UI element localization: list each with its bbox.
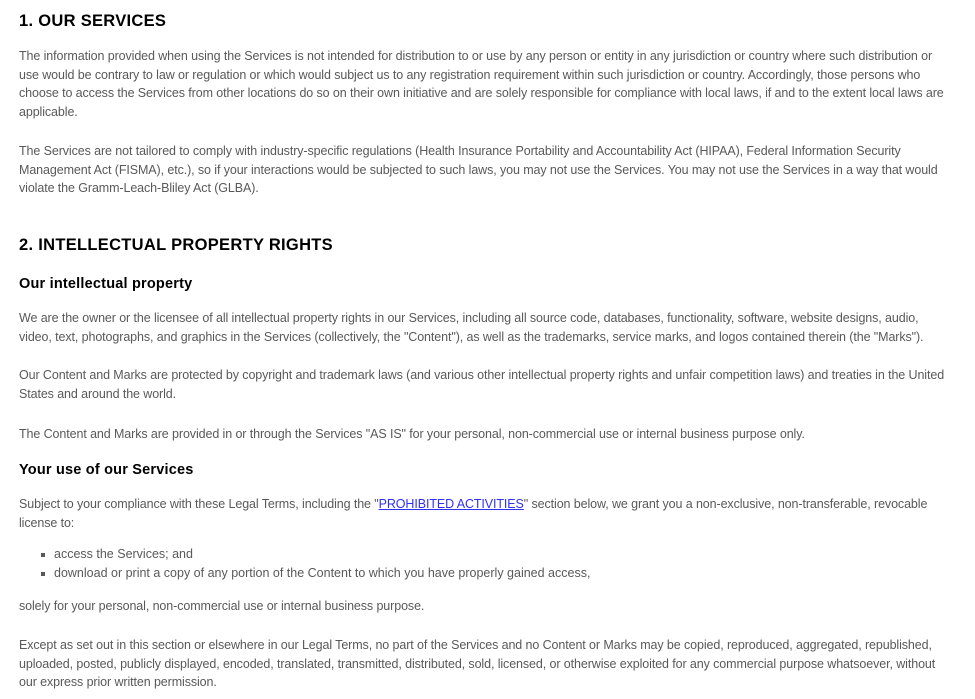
section-heading-our-services: 1. OUR SERVICES: [19, 12, 167, 30]
paragraph-distribution: The information provided when using the Services is not intended for distribution to or use by any person or entity in any jurisdiction or country where such distribution or use would be contrary to law or regulation or which would subject us to any registration requirement within such jurisdiction or country. Accordingly, those persons who choose to access the Services from other locations do so on their own initiative and are solely responsible for compliance with local laws, if and to the extent local laws are applicable.: [19, 49, 944, 119]
subheading-our-intellectual-property: Our intellectual property: [19, 276, 193, 292]
bullet-text: download or print a copy of any portion of the Content to which you have properly gained access,: [54, 565, 591, 580]
list-item: [19, 564, 945, 583]
license-intro-text-after: " section below, we grant you a non-exclusive, non-transferable, revocable license to:: [19, 497, 928, 530]
paragraph-protection: Our Content and Marks are protected by copyright and trademark laws (and various other intellectual property rights and unfair competition laws) and treaties in the United States and around the world.: [19, 368, 945, 401]
paragraph-ownership: We are the owner or the licensee of all intellectual property rights in our Services, including all source code, databases, functionality, software, website designs, audio, video, text, photographs, and graphics in the Services (collectively, the "Content"), as well as the trademarks, service marks, and logos contained therein (the "Marks").: [19, 311, 924, 344]
prohibited-activities-link[interactable]: PROHIBITED ACTIVITIES: [378, 497, 524, 511]
paragraph-license-intro: [19, 495, 945, 532]
list-item: [19, 545, 945, 564]
bullet-icon: [41, 572, 45, 576]
paragraph-regulations: The Services are not tailored to comply with industry-specific regulations (Health Insurance Portability and Accountability Act (HIPAA), Federal Information Security Management Act (FISMA), etc.), so if your interactions would be subjected to such laws, you may not use the Services. You may not use the Services in a way that would violate the Gramm-Leach-Bliley Act (GLBA).: [19, 144, 938, 196]
section-heading-intellectual-property: 2. INTELLECTUAL PROPERTY RIGHTS: [19, 236, 333, 254]
paragraph-solely: solely for your personal, non-commercial use or internal business purpose.: [19, 599, 425, 613]
bullet-icon: [41, 553, 45, 557]
paragraph-except: Except as set out in this section or elsewhere in our Legal Terms, no part of the Services and no Content or Marks may be copied, reproduced, aggregated, republished, uploaded, posted, publicly displayed, encoded, translated, transmitted, distributed, sold, licensed, or otherwise exploited for any commercial purpose whatsoever, without our express prior written permission.: [19, 638, 936, 690]
license-intro-text: Subject to your compliance with these Legal Terms, including the ": [19, 497, 379, 511]
paragraph-as-is: The Content and Marks are provided in or through the Services "AS IS" for your personal, non-commercial use or internal business purpose only.: [19, 427, 805, 441]
bullet-text: access the Services; and: [54, 547, 193, 561]
subheading-your-use: Your use of our Services: [19, 462, 194, 478]
license-bullet-list: [19, 545, 945, 582]
